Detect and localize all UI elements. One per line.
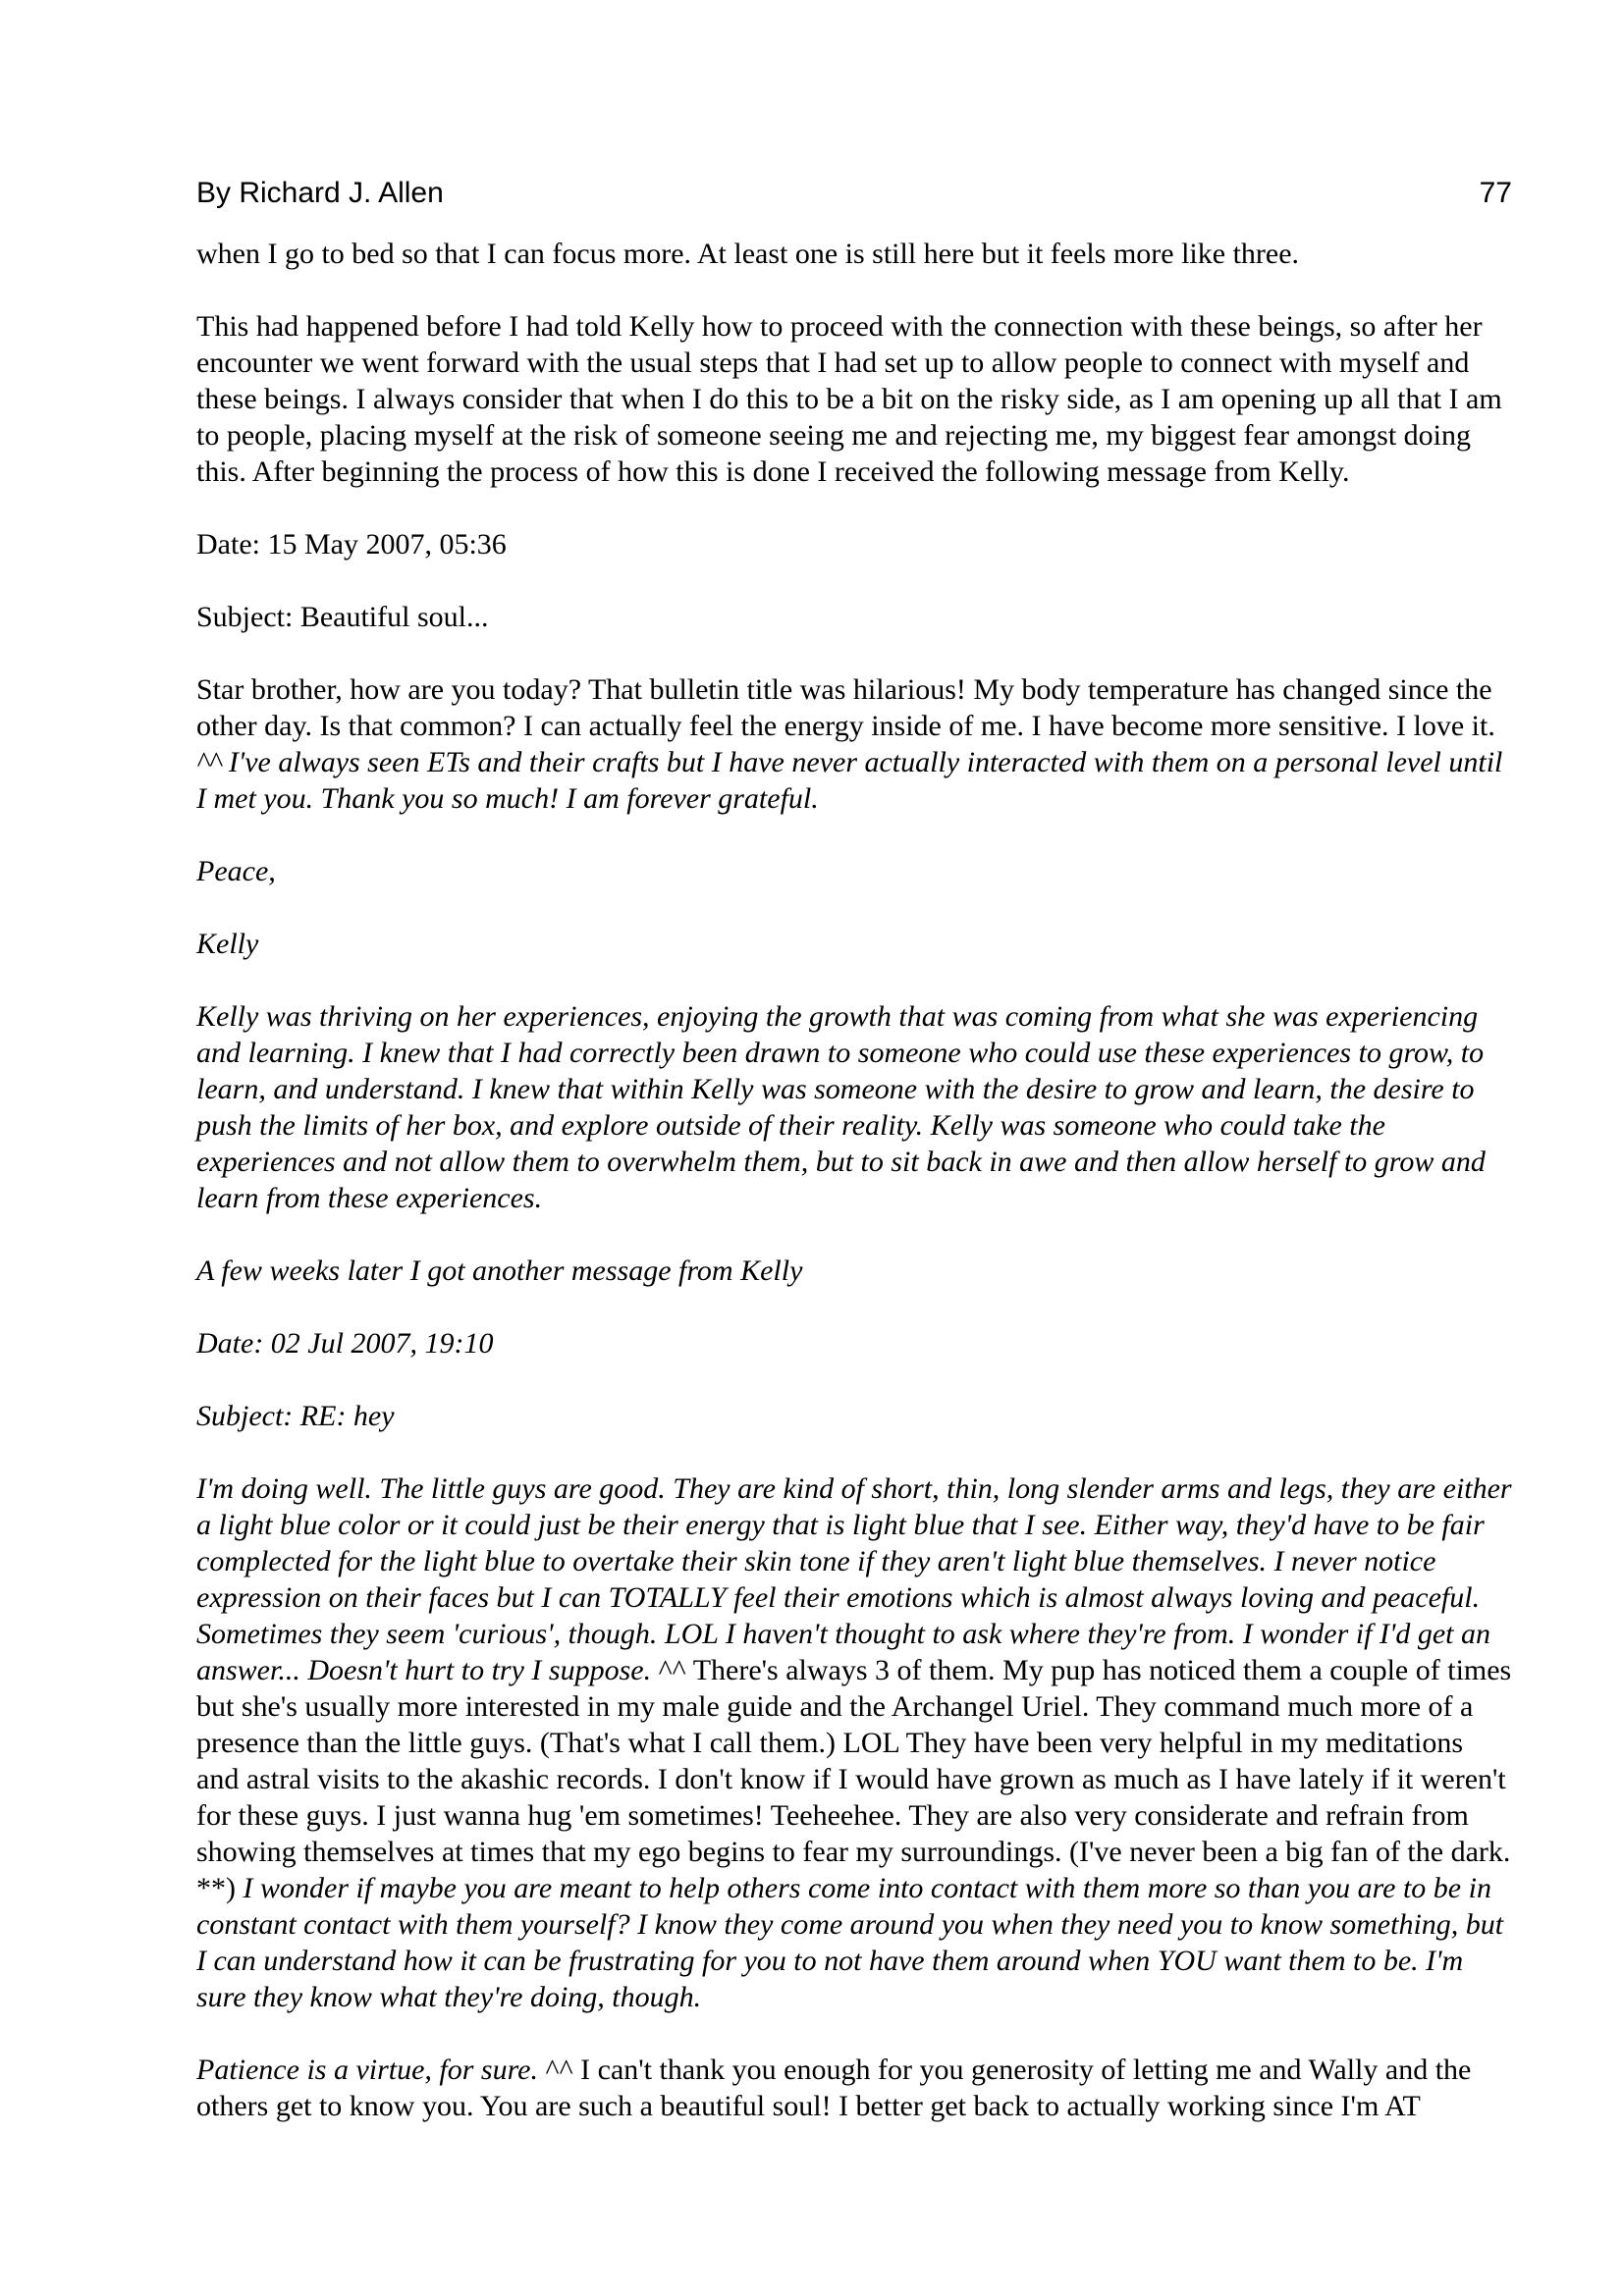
text-run-italic: I wonder if maybe you are meant to help others come into contact with them more so than you are to be in constant contact with them yourself? I know they come around you when they need you to know something, but I can understand how it can be frustrating for you to not have them around when YOU want them to be. I'm sure they know what they're doing, though. (196, 1872, 1504, 2013)
paragraph-12 (196, 1470, 1512, 2015)
running-header-author: By Richard J. Allen (196, 177, 444, 209)
text-run-italic: Peace, (196, 855, 276, 887)
text-run-roman: ^^ I can't thank you enough for you generosity of letting me and Wally and the others get to know you. You are such a beautiful soul! I better get back to actually working since I'm AT (196, 2054, 1472, 2122)
text-run-roman: This had happened before I had told Kelly how to proceed with the connection with these beings, so after her encounter we went forward with the usual steps that I had set up to allow people to connect with myself and these beings. I always consider that when I do this to be a bit on the risky side, as I am opening up all that I am to people, placing myself at the risk of someone seeing me and rejecting me, my biggest fear amongst doing this. After beginning the process of how this is done I received the following message from Kelly. (196, 310, 1502, 488)
page-content (196, 175, 1512, 2124)
page-header (196, 175, 1512, 211)
text-run-roman: Subject: Beautiful soul... (196, 601, 489, 633)
text-run-italic: A few weeks later I got another message from Kelly (196, 1255, 803, 1287)
paragraph-10 (196, 1325, 1512, 1362)
text-run-roman: when I go to bed so that I can focus more. At least one is still here but it feels more like three. (196, 238, 1300, 270)
paragraph-1 (196, 236, 1512, 272)
paragraph-11 (196, 1398, 1512, 1434)
page-number: 77 (1479, 177, 1512, 209)
text-run-roman: ^^ There's always 3 of them. My pup has noticed them a couple of times but she's usually more interested in my male guide and the Archangel Uriel. They command much more of a presence than the little guys. (That's what I call them.) LOL They have been very helpful in my meditations and astral visits to the akashic records. I don't know if I would have grown as much as I have lately if it weren't for these guys. I just wanna hug 'em sometimes! Teeheehee. They are also very considerate and refrain from showing themselves at times that my ego begins to fear my surroundings. (I've never been a big fan of the dark. **) (196, 1654, 1512, 1904)
paragraph-3 (196, 526, 1512, 562)
body-text (196, 236, 1512, 2124)
paragraph-7 (196, 926, 1512, 962)
paragraph-13 (196, 2052, 1512, 2124)
text-run-italic: Kelly (196, 928, 259, 960)
text-run-italic: Patience is a virtue, for sure. (196, 2054, 546, 2086)
text-run-italic: ^^ I've always seen ETs and their crafts but I have never actually interacted with them on a personal level until I met you. Thank you so much! I am forever grateful. (196, 746, 1503, 815)
text-run-italic: Subject: RE: hey (196, 1400, 395, 1432)
text-run-italic: I'm doing well. The little guys are good. They are kind of short, thin, long slender arms and legs, they are either a light blue color or it could just be their energy that is light blue that I see. Either way, they'd have to be fair complected for the light blue to overtake their skin tone if they aren't light blue themselves. I never notice expression on their faces but I can TOTALLY feel their emotions which is almost always loving and peaceful. Sometimes they seem 'curious', though. LOL I haven't thought to ask where they're from. I wonder if I'd get an answer... Doesn't hurt to try I suppose. (196, 1472, 1512, 1686)
paragraph-5 (196, 671, 1512, 817)
text-run-italic: Date: 02 Jul 2007, 19:10 (196, 1327, 494, 1360)
text-run-roman: Star brother, how are you today? That bulletin title was hilarious! My body temperature has changed since the other day. Is that common? I can actually feel the energy inside of me. I have become more sensitive. I love it. (196, 673, 1495, 742)
text-run-italic: Kelly was thriving on her experiences, enjoying the growth that was coming from what she was experiencing and learning. I knew that I had correctly been drawn to someone who could use these experiences to grow, to learn, and understand. I knew that within Kelly was someone with the desire to grow and learn, the desire to push the limits of her box, and explore outside of their reality. Kelly was someone who could take the experiences and not allow them to overwhelm them, but to sit back in awe and then allow herself to grow and learn from these experiences. (196, 1000, 1486, 1214)
paragraph-2 (196, 308, 1512, 490)
paragraph-8 (196, 998, 1512, 1216)
text-run-roman: Date: 15 May 2007, 05:36 (196, 528, 507, 561)
paragraph-9 (196, 1253, 1512, 1289)
paragraph-6 (196, 853, 1512, 889)
paragraph-4 (196, 599, 1512, 635)
